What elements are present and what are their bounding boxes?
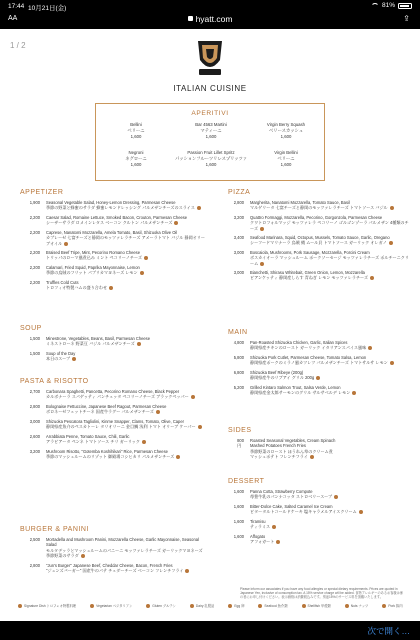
- menu-item-text: Pan-Roasted Shizuoka Chicken, Garlic, Italian Spices 静岡県産チキンのロースト ガーリック イタリアンスパイス風味: [250, 340, 367, 351]
- section-pasta: PASTA & RISOTTO: [20, 378, 89, 385]
- menu-item-text: Margherita, Nanatomi Mozzarella, Tomato Sauce, Basil マルゲリータ 七富チーズと静岡のモッツァレラチーズ トマトソース バジル: [250, 200, 388, 211]
- menu-item-text: Shizuoka Pescatora Tagliolini, Kinme Snapper, Clams, Tomato, Olive, Caper 静岡県産魚介のペスカトーレ タリオリーニ 金目鯛 浅利 トマト オリーブ ケーパー: [46, 419, 196, 430]
- dietary-icon: [81, 554, 85, 558]
- aperitivo-item: [96, 122, 176, 139]
- menu-item: [233, 355, 410, 366]
- dietary-icon: [316, 376, 320, 380]
- share-icon[interactable]: ⇪: [403, 14, 410, 23]
- menu-item-text: Boscaiola, Mushrooms, Pork Sausage, Mozzarella, Porcini Cream ボスカイオーラ マッシュルーム ポークソーセージ モッツァレラチーズ ポルチーニクリーム: [250, 250, 409, 266]
- menu-item-price: 4,800: [233, 340, 244, 345]
- menu-item-text: Truffles Cold Cuts トロフィオ特製ハムの盛り合わせ: [46, 280, 108, 291]
- dietary-icon: [260, 227, 264, 231]
- legend-icon: [228, 604, 232, 608]
- menu-item-text: Quattro Formaggi, Mozzarella, Pecorino, Gorgonzola, Parmesan Cheese クワトロフォルマッジ モッツァレラ ペコリーノ ゴルゴンゾーラ パルメザン 4種類のチーズ: [250, 215, 409, 231]
- legend-label: Vegetarian ベジタリアン: [96, 604, 133, 608]
- status-time: 17:44: [8, 3, 25, 10]
- aperitivo-price: 1,600: [280, 161, 292, 167]
- legend-label: Nuts ナッツ: [350, 604, 369, 608]
- aperitivo-jp: マティーニ: [200, 127, 222, 133]
- dietary-icon: [260, 262, 264, 266]
- status-date: 10月21日(金): [28, 5, 67, 12]
- aperitivo-item: [171, 150, 251, 167]
- dietary-icon: [176, 455, 180, 459]
- page-number: 1 / 2: [10, 41, 26, 50]
- dietary-icon: [156, 410, 160, 414]
- legend-icon: [382, 604, 386, 608]
- dietary-icon: [144, 256, 148, 260]
- menu-item-price: 2,800: [29, 404, 40, 409]
- legend-icon: [146, 604, 150, 608]
- menu-item-text: Grilled Kintaro Salmon Trout, Salsa Verde, Lemon 静岡県産金太郎サーモンのグリル サルサベルデ レモン: [250, 385, 351, 396]
- menu-item-text: Calamari, Fried Squid, Paprika Mayonnaise, Lemon 季節の烏賊のフリット パプリカマヨネーズ レモン: [46, 265, 140, 276]
- dietary-icon: [370, 276, 374, 280]
- menu-item-text: "Jun's Burger" Japanese Beef, Cheddar Cheese, Bacon, French Fries "ジュンズバーガー" 国産牛のパテ チェダーチーズ ベーコン フレンチフライ: [46, 563, 184, 574]
- menu-item-price: 3,200: [233, 215, 244, 220]
- bottom-bar: [0, 621, 420, 640]
- aperitivo-item: [96, 150, 176, 167]
- menu-item-price: 1,600: [233, 519, 244, 524]
- aperitivi-box: [95, 103, 325, 181]
- battery-icon: [398, 3, 412, 9]
- aperitivo-name: Bar 4563 Martini: [195, 122, 227, 127]
- menu-item: [29, 250, 206, 261]
- menu-item-price: 2,200: [29, 265, 40, 270]
- dietary-icon: [197, 206, 201, 210]
- page-title: ITALIAN CUISINE: [173, 84, 247, 93]
- legend-label: Seafood 魚介類: [264, 604, 288, 608]
- menu-item-text: Mortadella and Mushroom Panini, Mozzarella Cheese, Garlic Mayonnaise, Seasonal Salad モルタデッラとマッシュルームのパニーニ モッツァレラチーズ ガーリックマヨネーズ 季節野菜のサラダ: [46, 537, 203, 559]
- dietary-icon: [72, 357, 76, 361]
- menu-item-price: 3,200: [29, 449, 40, 454]
- legend-icon: [190, 604, 194, 608]
- section-burger: BURGER & PANINI: [20, 526, 89, 533]
- url-display[interactable]: [0, 14, 420, 24]
- menu-item-price: 1,600: [233, 489, 244, 494]
- dietary-icon: [174, 221, 178, 225]
- menu-item-price: 3,000: [233, 250, 244, 255]
- legend-item: [90, 603, 132, 608]
- menu-item: [29, 404, 206, 415]
- menu-item-price: 2,800: [29, 563, 40, 568]
- menu-item-price: 5,800: [233, 355, 244, 360]
- legend-item: [190, 603, 215, 608]
- menu-item: [29, 215, 206, 226]
- battery-percent: 81%: [381, 2, 395, 9]
- open-next-link[interactable]: 次で開く…: [367, 626, 410, 636]
- menu-item: [29, 419, 206, 430]
- dietary-icon: [137, 342, 141, 346]
- menu-item-price: 1,500: [29, 351, 40, 356]
- menu-item-text: Caprese, Nanatomi Mozzarella, Amela Tomato, Basil, Shizuoka Olive Oil カプレーゼ 七富チーズと静岡のモッツァレラチーズ アメーラトマト バジル 静岡オリーブオイル: [46, 230, 205, 246]
- aperitivo-name: Negroni: [128, 150, 144, 155]
- legend-icon: [345, 604, 349, 608]
- dietary-icon: [352, 391, 356, 395]
- legend-item: [258, 603, 287, 608]
- aperitivo-price: 1,600: [130, 133, 142, 139]
- menu-item: [233, 340, 410, 351]
- menu-item-text: Roasted Seasonal Vegetables, Cream Spinach Mashed Potatoes French Fries 季節野菜のロースト ほうれん草のクリーム煮 マッシュポテト フレンチフライ: [250, 438, 336, 460]
- legend-label: Dairy 乳製品: [195, 604, 215, 608]
- menu-item: [233, 370, 410, 381]
- menu-item-text: Seafood Marinara, Squid, Octopus, Mussels, Tomato Sauce, Garlic, Oregano シーフードマリナーラ 烏賊 蛸 ムール貝 トマトソース ガーリック オレガノ: [250, 235, 390, 246]
- aperitivo-jp: パッションフルーツリレスプリッツァ: [174, 155, 248, 161]
- menu-item: [29, 537, 206, 559]
- menu-item-price: 3,000: [29, 419, 40, 424]
- dietary-icon: [191, 395, 195, 399]
- section-main: MAIN: [228, 329, 248, 336]
- legend-icon: [302, 604, 306, 608]
- menu-item: [29, 351, 206, 362]
- menu-item: [233, 250, 410, 266]
- menu-item-price: 2,700: [29, 389, 40, 394]
- dietary-icon: [198, 425, 202, 429]
- menu-item: [29, 230, 206, 246]
- dietary-icon: [334, 495, 338, 499]
- menu-item-price: 3,000: [233, 270, 244, 275]
- aperitivi-title: APERITIVI: [191, 110, 229, 117]
- legend-icon: [90, 604, 94, 608]
- menu-item: [233, 215, 410, 231]
- section-pizza: PIZZA: [228, 189, 251, 196]
- trofeo-logo: [193, 38, 227, 78]
- aperitivo-item: [171, 122, 251, 139]
- menu-item: [29, 434, 206, 445]
- aperitivo-price: 1,600: [205, 133, 217, 139]
- menu-item-price: 3,400: [233, 235, 244, 240]
- menu-item-price: 1,500: [29, 336, 40, 341]
- aperitivo-name: Virgin Bellini: [274, 150, 298, 155]
- aperitivo-name: Virgin Berry Squash: [266, 122, 306, 127]
- dietary-icon: [109, 286, 113, 290]
- section-soup: SOUP: [20, 325, 42, 332]
- legend-icon: [258, 604, 262, 608]
- menu-item: [29, 563, 206, 574]
- url-text: hyatt.com: [195, 14, 233, 24]
- aperitivo-name: Passion Fruit Lillet Spritz: [187, 150, 235, 155]
- browser-url-bar[interactable]: [0, 12, 420, 28]
- dietary-icon: [140, 271, 144, 275]
- menu-item-price: 2,200: [29, 280, 40, 285]
- legend-label: Pork 豚肉: [388, 604, 403, 608]
- dietary-icon: [272, 525, 276, 529]
- menu-item: [29, 200, 206, 211]
- menu-item-text: Seasonal Vegetable Salad, Honey-Lemon Dressing, Parmesan Cheese 季節の野菜と蜂蜜のサラダ 蜂蜜レモンドレッシング パルメザンチーズのスライス: [46, 200, 195, 211]
- legend-item: [302, 603, 331, 608]
- menu-item: [29, 449, 206, 460]
- menu-item-text: Caesar Salad, Romaine Lettuce, Smoked Bacon, Crouton, Parmesan Cheese シーザーサラダ ロメインレタス ベーコン クルトン パルメザンチーズ: [46, 215, 188, 226]
- legend-item: [228, 603, 244, 608]
- menu-item-text: Panna Cotta, Strawberry Compote 苺豊牛乳のパンナコッタ ストロベリースープ: [250, 489, 333, 500]
- dietary-legend: [18, 603, 403, 608]
- menu-item-text: Bitter-Dolce Cake, Salted Caramel Ice Cream ビタータルトコールドケーキ 塩キャラメルアイスクリーム: [250, 504, 357, 515]
- aperitivo-price: 1,600: [205, 161, 217, 167]
- aperitivo-jp: ベリーニ: [277, 155, 295, 161]
- legend-label: Egg 卵: [234, 604, 245, 608]
- aperitivo-item: [246, 122, 326, 139]
- menu-item-text: Braised Beef Tripe, Mint, Pecorino Romano Cheese トリッパのローマ風煮込み ミント ペコリーノチーズ: [46, 250, 142, 261]
- aperitivo-price: 1,600: [130, 161, 142, 167]
- allergy-note: Please inform our associates if you have any food allergies or special dietary requirements. Prices are quoted in Japanese Yen, inclusive of consumption tax. A 15% service charge will be added. 食物アレルギーのあるお客様は係の者にお申し付けください。表示価格は消費税込みです。別途15%のサービス料を頂戴いたします。: [240, 587, 403, 599]
- dietary-icon: [64, 242, 68, 246]
- aperitivo-price: 1,600: [280, 133, 292, 139]
- menu-item-text: Mushroom Risotto, "Gotemba Koshihikari" Rice, Parmesan Cheese 季節のマッシュルームのリゾット 御殿場コシヒカリ パルメザンチーズ: [46, 449, 175, 460]
- dietary-icon: [276, 540, 280, 544]
- menu-item: [233, 235, 410, 246]
- dietary-icon: [310, 455, 314, 459]
- menu-item-text: Shizuoka Pork Cutlet, Parmesan Cheese, Tomato Salsa, Lemon 静岡県産ポークのミラノ風カツレツ パルメザンチーズ トマトサルサ レモン: [250, 355, 388, 366]
- menu-item: [233, 200, 410, 211]
- aperitivo-jp: ベリースカッシュ: [268, 127, 304, 133]
- menu-item-text: Bianchetti, Shirasu Whitebait, Green Onion, Lemon, Mozzarella ビアンケッティ 静岡産しらす 青ねぎ レモン モッツァレラチーズ: [250, 270, 369, 281]
- legend-label: Gluten グルテン: [152, 604, 176, 608]
- legend-icon: [18, 604, 22, 608]
- menu-item-price: 2,500: [29, 537, 40, 542]
- menu-item-text: Tiramisu ティラミス: [250, 519, 271, 530]
- menu-item-price: 1,600: [233, 534, 244, 539]
- status-bar: [0, 0, 420, 12]
- dietary-icon: [142, 440, 146, 444]
- section-sides: SIDES: [228, 427, 252, 434]
- menu-item: [233, 270, 410, 281]
- legend-item: [146, 603, 176, 608]
- legend-item: [18, 603, 76, 608]
- aperitivo-item: [246, 150, 326, 167]
- menu-item: [237, 438, 410, 460]
- menu-item: [29, 336, 206, 347]
- menu-item: [233, 534, 410, 545]
- dietary-icon: [389, 241, 393, 245]
- menu-item-price: 2,200: [29, 250, 40, 255]
- dietary-icon: [390, 206, 394, 210]
- aperitivo-name: Bellini: [130, 122, 142, 127]
- menu-item-text: Carbonara Spaghetti, Pancetta, Pecorino Romano Cheese, Black Pepper カルボナーラ スパゲッティ パンチェッタ ペコリーノチーズ ブラックペッパー: [46, 389, 189, 400]
- menu-item-price: 2,200: [29, 215, 40, 220]
- dietary-icon: [390, 361, 394, 365]
- menu-item-price: 1,900: [29, 200, 40, 205]
- menu-item-text: Shizuoka Beef Ribeye (200g) 静岡県産牛のリブアイ グリル 200g: [250, 370, 315, 381]
- menu-item-text: Bolognaise Fettuccine, Japanese Beef Ragout, Parmesan Cheese ボロネーゼフェットチーネ 国産牛ラグー パルメザンチーズ: [46, 404, 167, 415]
- status-right: [371, 2, 412, 9]
- lock-icon: [188, 16, 193, 21]
- aperitivo-jp: ベリーニ: [127, 127, 145, 133]
- menu-item-text: Soup of the Day 本日のスープ: [46, 351, 76, 362]
- dietary-icon: [359, 510, 363, 514]
- menu-item-price: 2,800: [233, 200, 244, 205]
- menu-item-price: 800 円: [237, 438, 244, 449]
- reader-aa-icon[interactable]: AA: [8, 15, 18, 22]
- pdf-page[interactable]: [0, 29, 420, 621]
- menu-item-text: Affogato アフォガート: [250, 534, 275, 545]
- menu-item: [29, 265, 206, 276]
- menu-item-text: Arrabbiata Penne, Tomato Sauce, Chili, Garlic アラビアータ ペンネ トマトソース チリ ガーリック: [46, 434, 140, 445]
- menu-item-price: 5,200: [233, 385, 244, 390]
- menu-item-price: 6,800: [233, 370, 244, 375]
- section-dessert: DESSERT: [228, 478, 265, 485]
- menu-item: [29, 280, 206, 291]
- menu-item: [233, 504, 410, 515]
- legend-item: [382, 603, 402, 608]
- menu-item: [29, 389, 206, 400]
- dietary-icon: [368, 346, 372, 350]
- legend-label: Signature Dish トロフェオ特製料理: [24, 604, 77, 608]
- aperitivo-jp: ネグローニ: [125, 155, 147, 161]
- menu-item-text: Minestrone, Vegetables, Beans, Basil, Parmesan Cheese ミネストローネ 野菜豆 バジル パルメザンチーズ: [46, 336, 150, 347]
- legend-item: [345, 603, 369, 608]
- wifi-icon: [371, 3, 379, 9]
- legend-label: Shellfish 甲殻類: [307, 604, 331, 608]
- menu-item-price: 2,600: [29, 434, 40, 439]
- dietary-icon: [185, 569, 189, 573]
- section-appetizer: APPETIZER: [20, 189, 64, 196]
- menu-item: [233, 385, 410, 396]
- menu-item: [233, 489, 410, 500]
- menu-item-price: 1,600: [233, 504, 244, 509]
- menu-item: [233, 519, 410, 530]
- menu-item-price: 2,200: [29, 230, 40, 235]
